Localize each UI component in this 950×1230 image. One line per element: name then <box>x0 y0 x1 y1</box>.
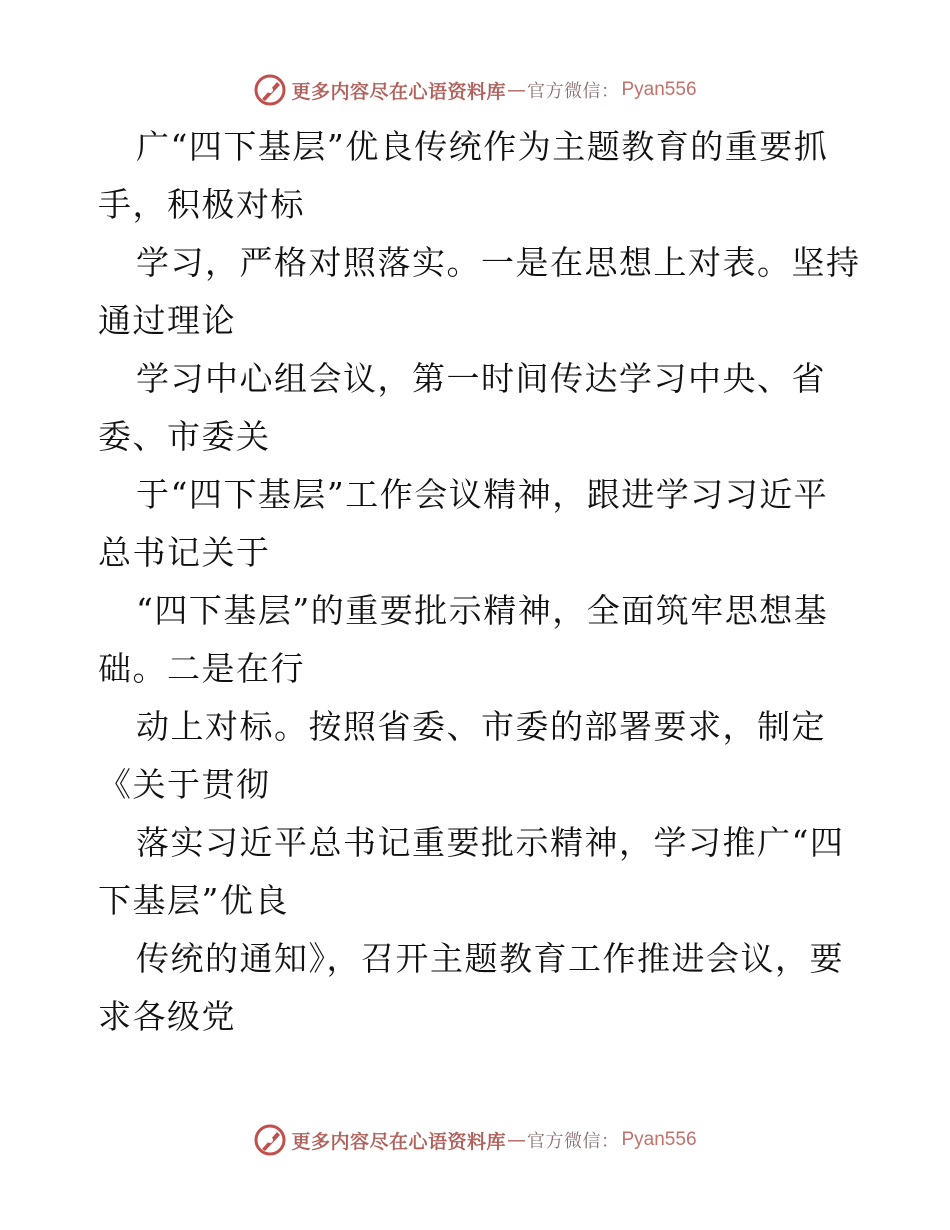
header-banner-title: 更多内容尽在心语资料库 <box>291 80 506 103</box>
document-body <box>98 118 861 1046</box>
footer-banner-wechat-label: 官方微信： <box>527 1131 620 1152</box>
header-banner-account: Pyan556 <box>621 79 697 100</box>
body-line: 求各级党 <box>98 997 236 1036</box>
header-watermark-banner <box>0 70 950 110</box>
body-line: 委、市委关 <box>98 417 271 456</box>
body-line: 广“四下基层”优良传统作为主题教育的重要抓 <box>136 127 829 166</box>
body-line: 手，积极对标 <box>98 185 305 224</box>
body-line: “四下基层”的重要批示精神，全面筑牢思想基 <box>136 591 829 630</box>
header-banner-wechat-label: 官方微信： <box>527 81 620 102</box>
footer-banner-title: 更多内容尽在心语资料库 <box>291 1130 506 1153</box>
body-line: 于“四下基层”工作会议精神，跟进学习习近平 <box>136 475 829 514</box>
pen-seal-logo-icon <box>253 1123 287 1157</box>
header-banner-separator: — <box>507 79 526 101</box>
body-line: 通过理论 <box>98 301 236 340</box>
footer-watermark-banner <box>0 1120 950 1160</box>
body-line: 落实习近平总书记重要批示精神，学习推广“四 <box>136 823 845 862</box>
body-line: 学习中心组会议，第一时间传达学习中央、省 <box>136 359 826 398</box>
body-line: 下基层”优良 <box>98 881 289 920</box>
pen-seal-logo-icon <box>253 73 287 107</box>
body-line: 总书记关于 <box>98 533 271 572</box>
body-line: 动上对标。按照省委、市委的部署要求，制定 <box>136 707 826 746</box>
footer-banner-separator: — <box>507 1129 526 1151</box>
body-line: 《关于贯彻 <box>98 765 271 804</box>
body-line: 传统的通知》，召开主题教育工作推进会议，要 <box>136 939 844 978</box>
body-line: 础。二是在行 <box>98 649 305 688</box>
body-line: 学习，严格对照落实。一是在思想上对表。坚持 <box>136 243 861 282</box>
footer-banner-account: Pyan556 <box>621 1129 697 1150</box>
